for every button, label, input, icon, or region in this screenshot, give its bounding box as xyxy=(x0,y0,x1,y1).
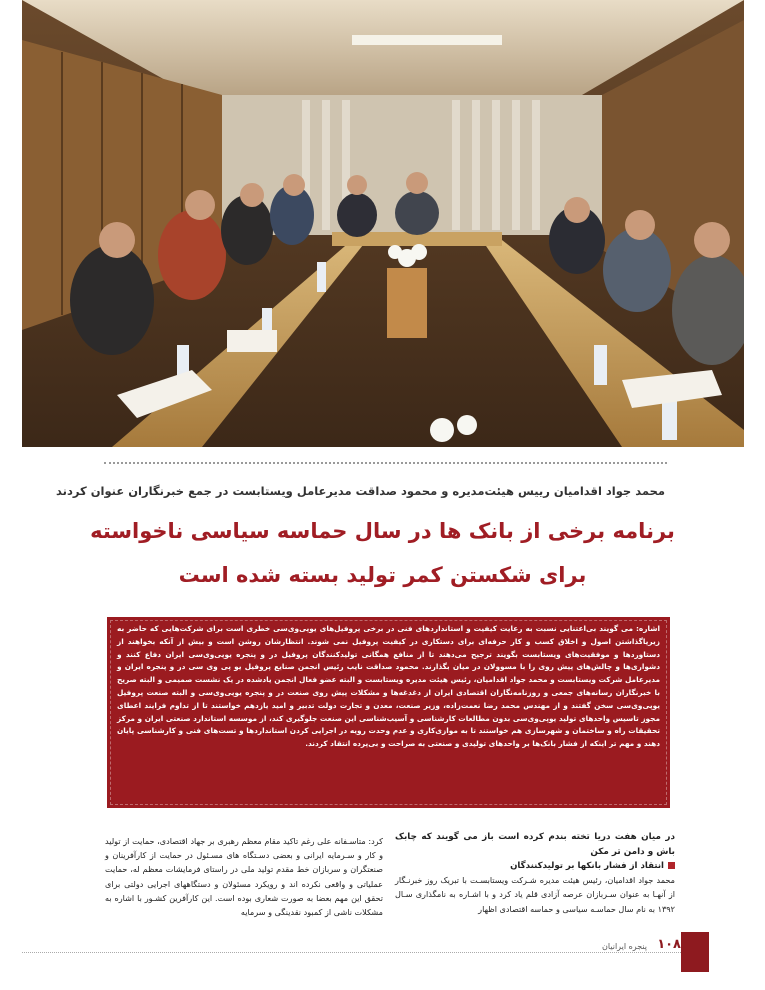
lead-box xyxy=(107,617,670,808)
section-heading-text: انتقاد از فشار بانکها بر تولیدکنندگان xyxy=(510,861,664,871)
magazine-name: پنجره ایرانیان xyxy=(602,942,647,951)
divider-top xyxy=(104,462,667,464)
section-heading xyxy=(395,859,675,873)
right-column-body: محمد جواد اقدامیان، رئیس هیئت مدیره شـرکت ویستابسـت با تبریک روز خبرنـگار از آنهـا به عنوان سـربازان عرصه آزادی قلم یاد کرد و با اشـاره به نامگذاری سـال ۱۳۹۲ به نام سال حماسـه سیاسی و حماسه اقتصادی اظهار xyxy=(395,875,675,914)
headline-line-1: برنامه برخی از بانک ها در سال حماسه سیاسی ناخواسته xyxy=(90,519,675,543)
meeting-photo xyxy=(22,0,744,447)
lead-box-border xyxy=(110,620,667,805)
square-bullet-icon xyxy=(668,862,675,869)
folio-tab xyxy=(681,932,709,972)
article-column-right xyxy=(395,830,675,916)
pull-quote: در میان هفت دریا تخته بندم کرده است باز می گویند که چابک باش و دامن تر مکن xyxy=(395,832,675,857)
page-number: ۱۰۸ xyxy=(657,937,681,952)
headline-line-2: برای شکستن کمر تولید بسته شده است xyxy=(178,563,587,587)
lead-text: اشاره: می گویند بی‌اعتنایی نسبت به رعایت کیفیت و استانداردهای فنی در برخی پروفیل‌های یوپی‌وی‌سی خطری است برای شرکت‌هایی که حاضر به زیرپاگذاشتن اصول و اخلاق کسب و کار حرفه‌ای برای دستکاری در کیفیت پروفیل نمی شوند. انتظارشان روشن است و بیش از آنکه بخواهند از دستاوردها و موفقیت‌های ویستابست بگویند ترجیح می‌دهند تا از منافع همگانی تولیدکنندگان پروفیل در و پنجره یوپی‌وی‌سی ایران دفاع کنند و دشواری‌ها و چالش‌های پیش روی را با مسوولان در میان بگذارند. محمود صداقت نایب رئیس انجمن صنایع پروفیل یو پی وی سی در و پنجره ایران و مدیرعامل شرکت ویستابست و محمد جواد اقدامیان، رئیس هیئت مدیره ویستابست و البته عضو فعال انجمن یادشده در یک نشست صمیمی و البته صریح با خبرنگاران رسانه‌های جمعی و روزنامه‌نگاران اقتصادی ایران از دغدغه‌ها و مشکلات پیش روی صنعت در و پنجره یوپی‌وی‌سی و البته صنعت پروفیل یوپی‌وی‌سی سخن گفتند و از مهندس محمد رضا نعمت‌زاده، وزیر صنعت، معدن و تجارت دولت تدبیر و امید یازدهم خواستند تا از تداوم فرایند اعطای مجوز تاسیس واحدهای تولید یوپی‌وی‌سی بدون مطالعات کارشناسی و آسیب‌شناسی این صنعت جلوگیری کند، از موسسه استاندارد صنعتی ایران و مرکز تحقیقات راه و ساختمان و شهرسازی هم خواستند تا به موازی‌کاری و عدم وحدت رویه در اجرایی کردن استانداردها و تست‌های فنی و کارشناسی پایان دهند و مهم تر اینکه از فشار بانک‌ها بر واحدهای تولیدی و صنعتی به صراحت و بی‌پرده انتقاد کردند. xyxy=(117,624,660,749)
left-column-body: کرد: متاسـفانه علی رغم تاکید مقام معظم رهبری بر جهاد اقتصادی، حمایت از تولید و کار و سـرمایه ایرانی و بعضی دسـتگاه های مسـئول در حمایت از کارآفرینان و صنعتگران و سربازان خط مقدم تولید ملی در راستای فرمایشات معظم له، حمایت عملیاتی و واقعی نکرده اند و رویکرد مسئولان و دستگاههای اجرایی دولتی برای تحقق این مهم بعضا به صورت شعاری بوده است. این کارآفرین کشـور با اشاره به مشکلات ناشی از کمبود نقدینگی و سرمایه xyxy=(105,836,383,918)
subtitle: محمد جواد اقدامیان رییس هیئت‌مدیره و محمود صداقت مدیرعامل ویستابست در جمع خبرنگاران عنوان کردند xyxy=(56,484,665,498)
article-column-left xyxy=(105,834,383,919)
footer-divider xyxy=(22,952,687,953)
